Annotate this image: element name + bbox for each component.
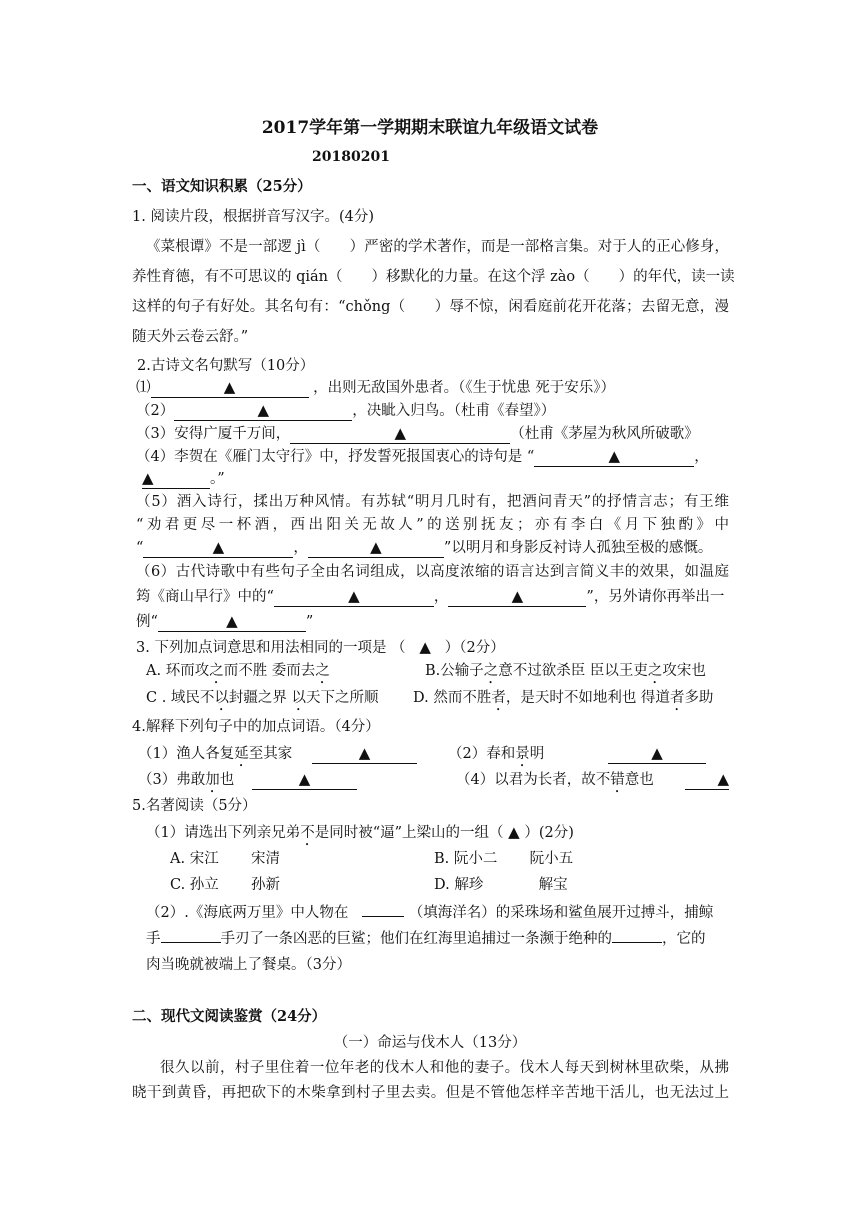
q3-option-c-dotted-word: 以 — [214, 690, 229, 706]
q3-option-b-text: B.公输子 — [425, 663, 484, 679]
q2-item1 — [136, 378, 615, 398]
q4-item4-answer — [685, 770, 729, 790]
q2-item6-text-post: ”，另外请你再举出一 — [586, 589, 725, 605]
q3-option-a-dotted-word: 之 — [209, 663, 224, 679]
q2-item4-separator: ， — [694, 449, 709, 465]
triangle-marker-icon: ▲ — [142, 469, 154, 487]
q4-item4 — [456, 770, 654, 796]
q3-stem-points: ）（2分） — [444, 640, 505, 656]
q2-item5-answer-blank-2[interactable] — [308, 538, 444, 558]
q1-passage-line2: 养性育德，有不可思议的 qián（ ）移默化的力量。在这个浮 zào（ ）的年代，读一读 — [132, 269, 735, 285]
q3-option-d-text-post: 多助 — [684, 690, 714, 706]
q4-item1-text: （1）渔人各复 — [138, 746, 235, 762]
q3-option-b[interactable] — [425, 661, 706, 687]
q5-item1 — [146, 822, 574, 849]
q4-item3-answer-blank[interactable] — [252, 770, 357, 790]
q5-item2-answer-blank-1[interactable] — [362, 916, 404, 917]
q2-item5-quote-open: “ — [136, 540, 144, 556]
q3-option-c[interactable] — [146, 688, 379, 714]
q5-item1-text: （1）请选出下列亲兄弟 — [146, 825, 301, 841]
q5-option-a[interactable]: A. 宋江 宋清 — [170, 851, 280, 867]
q4-item2 — [448, 744, 544, 770]
q1-passage-line1: 《菜根谭》不是一部逻 jì（ ）严密的学术著作，而是一部格言集。对于人的正心修身， — [146, 239, 729, 255]
q2-item3-answer-blank[interactable] — [290, 424, 510, 444]
q5-option-c[interactable]: C. 孙立 孙新 — [170, 877, 281, 893]
q4-item3 — [138, 770, 234, 796]
q4-item1-answer-blank[interactable] — [312, 744, 417, 764]
q5-item2-text: （2）.《海底两万里》中人物在 — [146, 905, 349, 921]
q5-option-d[interactable]: D. 解珍 解宝 — [434, 877, 568, 893]
q4-item3-dotted-word: 加 — [205, 772, 220, 788]
q4-item3-answer — [252, 770, 357, 790]
q2-item6-separator: ， — [433, 589, 449, 605]
q3-stem-text: 3. 下列加点词意思和用法相同的一项是 （ — [136, 640, 406, 656]
q2-item1-text: ，出则无敌国外患者。（《生于忧患 死于安乐》） — [313, 380, 615, 396]
q3-option-c-text-mid: 封疆之界 — [228, 690, 292, 706]
q5-item2-text-l2: 手 — [146, 931, 161, 947]
q2-item6-line1: （6）古代诗歌中有些句子全由名词组成，以高度浓缩的语言达到言简义丰的效果，如温庭 — [136, 564, 729, 580]
q3-option-d[interactable] — [413, 688, 713, 714]
q2-item3-text-post: （杜甫《茅屋为秋风所破歌》 — [510, 426, 699, 442]
q2-item5-line3 — [136, 538, 712, 558]
q5-item1-dotted-word: 不 — [300, 825, 315, 841]
q4-item1 — [138, 744, 292, 770]
q2-item2-text: ，决眦入归鸟。（杜甫《春望》） — [352, 403, 556, 419]
q5-item2-text-l2-post: ，它的 — [662, 931, 706, 947]
section1-heading: 一、语文知识积累（25分） — [132, 178, 312, 195]
q5-item2-line3: 肉当晚就被端上了餐桌。（3分） — [146, 957, 351, 973]
triangle-marker-icon: ▲ — [212, 538, 225, 556]
q4-item4-answer-blank[interactable] — [685, 770, 729, 790]
triangle-marker-icon: ▲ — [257, 401, 269, 419]
exam-date: 20180201 — [312, 149, 390, 165]
q3-option-b-dotted-word: 之 — [483, 663, 499, 679]
q2-item5-answer-blank-1[interactable] — [143, 538, 293, 558]
q2-item3 — [136, 424, 699, 444]
triangle-marker-icon: ▲ — [394, 424, 406, 442]
q5-item1-text-mid: 是同时被“逼”上梁山的一组（ — [314, 825, 504, 841]
q2-item5-text-post: ”以明月和身影反衬诗人孤独至极的感慨。 — [443, 540, 713, 556]
q5-item2-line2 — [146, 929, 706, 949]
q4-item1-text-post: 至其家 — [248, 746, 293, 762]
q4-stem: 4.解释下列句子中的加点词语。（4分） — [132, 719, 380, 735]
q2-item3-text-pre: （3）安得广厦千万间， — [136, 426, 291, 442]
q3-option-d-dotted-word: 者 — [491, 690, 506, 706]
q4-item4-text: （4）以君为长者，故不 — [456, 772, 611, 788]
q2-item4-answer-blank-1[interactable] — [534, 447, 694, 467]
triangle-marker-icon: ▲ — [608, 447, 621, 465]
q2-item2-number: （2） — [136, 403, 175, 419]
q5-stem: 5.名著阅读（5分） — [132, 798, 257, 814]
q2-item2 — [136, 401, 555, 421]
q3-option-b-dotted-word: 之 — [647, 663, 663, 679]
q2-item6-line3 — [136, 612, 313, 632]
q2-item6-example-post: ” — [305, 614, 314, 630]
q2-item5-line2: “劝君更尽一杯酒，西出阳关无故人”的送别抚友；亦有李白《月下独酌》中 — [136, 517, 729, 533]
q3-option-a[interactable] — [146, 661, 330, 687]
q1-stem: 1. 阅读片段，根据拼音写汉字。(4分) — [132, 209, 374, 225]
q5-item2-text-l2-mid: 手刃了一条凶恶的巨鲨；他们在红海里追捕过一条濒于绝种的 — [220, 931, 612, 947]
q1-passage-line4: 随天外云卷云舒。” — [132, 329, 249, 345]
q5-item2-text-post: （填海洋名）的采珠场和鲨鱼展开过搏斗，捕鲸 — [408, 905, 714, 921]
exam-title: 2017学年第一学期期末联谊九年级语文试卷 — [261, 118, 599, 138]
q3-option-d-text: D. 然而不胜 — [413, 690, 492, 706]
q4-item2-text-post: 明 — [529, 746, 545, 762]
triangle-marker-icon[interactable]: ▲ — [508, 823, 520, 841]
section2-heading: 二、现代文阅读鉴赏（24分） — [132, 1008, 327, 1025]
q4-item1-answer — [312, 744, 417, 764]
q4-item1-dotted-word: 延 — [234, 746, 249, 762]
reading-paragraph-line2: 晓干到黄昏，再把砍下的木柴拿到村子里去卖。但是不管他怎样辛苦地干活儿，也无法过上 — [132, 1085, 729, 1101]
triangle-marker-icon: ▲ — [223, 378, 236, 396]
q3-option-a-text: A. 环而攻 — [146, 663, 210, 679]
q2-item6-answer-blank-2[interactable] — [448, 587, 586, 607]
q3-stem — [136, 637, 505, 658]
q5-item2-line1 — [146, 903, 713, 923]
q3-option-c-dotted-word: 以 — [291, 690, 307, 706]
q5-item1-points: ）(2分) — [524, 825, 574, 841]
triangle-marker-icon: ▲ — [298, 770, 311, 788]
q4-item3-text: （3）弗敢 — [138, 772, 206, 788]
q4-item2-answer-blank[interactable] — [608, 744, 706, 764]
q3-option-b-text-mid: 意不过欲杀臣 臣以王吏 — [498, 663, 648, 679]
triangle-marker-icon: ▲ — [358, 744, 371, 762]
q3-option-d-dotted-word: 者 — [669, 690, 685, 706]
q2-item4-text-post: 。” — [210, 471, 225, 487]
q2-stem: 2.古诗文名句默写（10分） — [137, 358, 315, 374]
triangle-marker-icon: ▲ — [226, 612, 238, 630]
q3-option-c-text: C . 域民不 — [146, 690, 215, 706]
q4-item4-dotted-word: 错 — [610, 772, 625, 788]
q5-item2-answer-blank-2[interactable] — [161, 942, 221, 943]
q2-item4 — [136, 447, 709, 467]
q3-option-c-text-post: 天下之所顺 — [306, 690, 379, 706]
q2-item1-answer-blank[interactable] — [151, 378, 309, 398]
reading-paragraph-line1: 很久以前，村子里住着一位年老的伐木人和他的妻子。伐木人每天到树林里砍柴，从拂 — [160, 1060, 729, 1076]
triangle-marker-icon: ▲ — [511, 587, 524, 605]
q2-item6-text-pre: 筠《商山早行》中的“ — [136, 589, 274, 605]
q2-item4-cont — [142, 469, 225, 489]
triangle-marker-icon: ▲ — [370, 538, 382, 556]
q2-item1-number: ⑴ — [136, 380, 151, 396]
q4-item2-answer — [608, 744, 706, 764]
q2-item5-separator: ， — [293, 540, 308, 556]
q5-item2-answer-blank-3[interactable] — [612, 942, 662, 943]
q2-item6-line2 — [136, 587, 724, 607]
q4-item2-text: （2）春和 — [448, 746, 516, 762]
q4-item4-text-post: 意也 — [624, 772, 654, 788]
triangle-marker-icon: ▲ — [651, 744, 663, 762]
q2-item2-answer-blank[interactable] — [174, 401, 352, 421]
q2-item6-answer-blank-3[interactable] — [158, 612, 306, 632]
q3-option-a-text-mid: 而不胜 委而去 — [223, 663, 316, 679]
q3-option-b-text-post: 攻宋也 — [662, 663, 706, 679]
q2-item4-text-pre: （4）李贺在《雁门太守行》中，抒发誓死报国衷心的诗句是 “ — [136, 449, 535, 465]
q2-item5-line1: （5）酒入诗行，揉出万种风情。有苏轼“明月几时有，把酒问青天”的抒情言志；有王维 — [136, 494, 729, 510]
triangle-marker-icon: ▲ — [717, 770, 729, 788]
q4-item3-text-post: 也 — [219, 772, 235, 788]
q3-option-a-dotted-word: 之 — [315, 663, 330, 679]
q3-option-d-text-mid: ，是天时不如地利也 得道 — [505, 690, 670, 706]
triangle-marker-icon: ▲ — [348, 587, 360, 605]
section2-subheading: （一）命运与伐木人（13分） — [333, 1035, 527, 1051]
q1-passage-line3: 这样的句子有好处。其名句有：“chǒng（ ）辱不惊，闲看庭前花开花落；去留无意，漫 — [132, 299, 729, 315]
q2-item6-example-pre: 例“ — [136, 614, 158, 630]
q2-item4-answer-blank-2[interactable] — [142, 469, 210, 489]
triangle-marker-icon[interactable]: ▲ — [419, 638, 431, 656]
q5-option-b[interactable]: B. 阮小二 阮小五 — [434, 851, 574, 867]
q2-item6-answer-blank-1[interactable] — [274, 587, 434, 607]
q4-item2-dotted-word: 景 — [515, 746, 530, 762]
